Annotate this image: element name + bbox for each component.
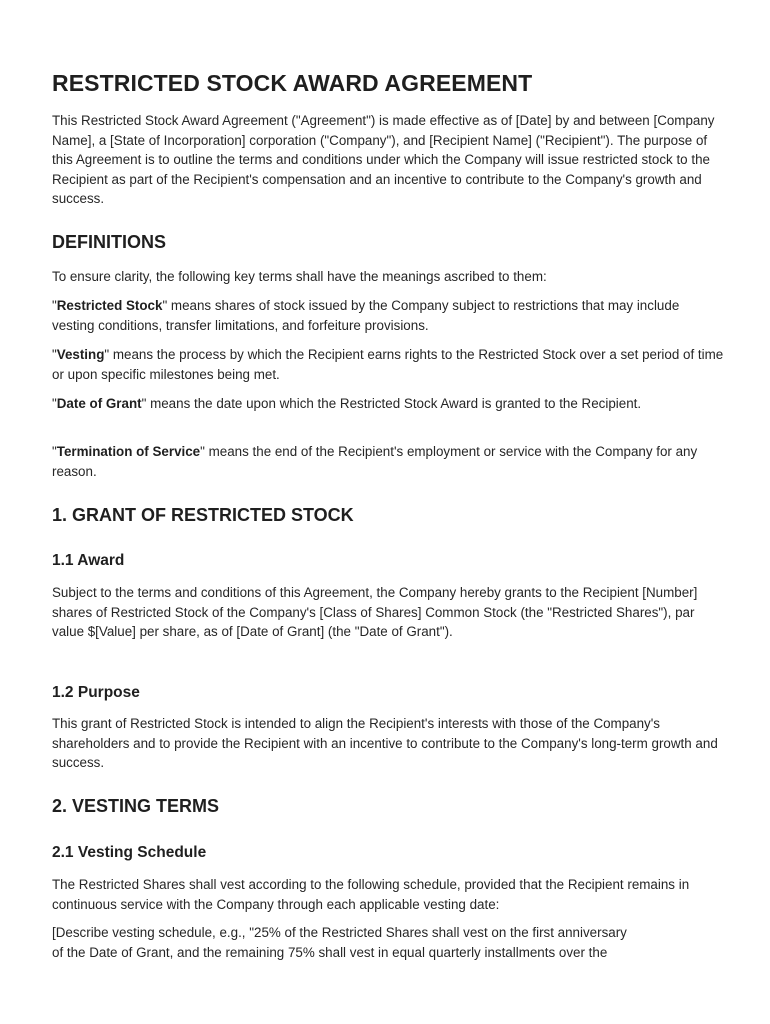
definition-item (52, 442, 724, 481)
section-1-1-heading: 1.1 Award (52, 552, 125, 569)
section-1-1-paragraph: Subject to the terms and conditions of this Agreement, the Company hereby grants to the Recipient [Number] shares of Restricted Stock of the Company's [Class of Shares] Common Stock (the "Restricted Shares"), par value $[Value] per share, as of [Date of Grant] (the "Date of Grant"). (52, 585, 698, 640)
definitions-lead: To ensure clarity, the following key terms shall have the meanings ascribed to them: (52, 269, 547, 284)
section-1-2-paragraph: This grant of Restricted Stock is intended to align the Recipient's interests with those of the Company's shareholders and to provide the Recipient with an incentive to contribute to the Company's long-term growth and success. (52, 716, 718, 771)
definition-open-quote: " (52, 396, 57, 411)
vesting-example-line: of the Date of Grant, and the remaining 75% shall vest in equal quarterly installments over the (52, 944, 608, 960)
definition-term: Termination of Service (56, 444, 201, 459)
document-title: RESTRICTED STOCK AWARD AGREEMENT (52, 70, 533, 96)
section-2-1-heading: 2.1 Vesting Schedule (52, 844, 207, 861)
section-1-heading: 1. GRANT OF RESTRICTED STOCK (52, 505, 354, 525)
definition-term: Vesting (56, 347, 105, 362)
section-1-2-heading: 1.2 Purpose (52, 684, 140, 701)
definition-term: Restricted Stock (56, 298, 163, 313)
definition-text: " means shares of stock issued by the Company subject to restrictions that may include vesting conditions, transfer limitations, and forfeiture provisions. (52, 298, 680, 333)
definition-text: " means the date upon which the Restricted Stock Award is granted to the Recipient. (141, 396, 642, 411)
vesting-example-line: [Describe vesting schedule, e.g., "25% of the Restricted Shares shall vest on the first anniversary (52, 925, 627, 940)
definitions-heading: DEFINITIONS (52, 232, 167, 252)
definition-item (52, 345, 724, 384)
definition-item (52, 296, 724, 335)
section-2-heading: 2. VESTING TERMS (52, 796, 220, 816)
section-2-1-paragraph: The Restricted Shares shall vest according to the following schedule, provided that the Recipient remains in continuous service with the Company through each applicable vesting date: (52, 877, 690, 912)
definition-text: " means the process by which the Recipient earns rights to the Restricted Stock over a set period of time or upon specific milestones being met. (52, 347, 724, 382)
definition-term: Date of Grant (56, 396, 142, 411)
vesting-schedule-example (52, 923, 724, 962)
definition-open-quote: " (52, 347, 57, 362)
intro-paragraph: This Restricted Stock Award Agreement ("Agreement") is made effective as of [Date] by and between [Company Name], a [State of Incorporation] corporation ("Company"), and [Recipient Name] ("Recipient"). The purpose of this Agreement is to outline the terms and conditions under which the Company will issue restricted stock to the Recipient as part of the Recipient's compensation and an incentive to contribute to the Company's growth and success. (52, 113, 715, 207)
definition-text: " means the end of the Recipient's employment or service with the Company for any reason. (52, 444, 698, 479)
definition-open-quote: " (52, 298, 57, 313)
definition-open-quote: " (52, 444, 57, 459)
definition-item (52, 394, 724, 414)
